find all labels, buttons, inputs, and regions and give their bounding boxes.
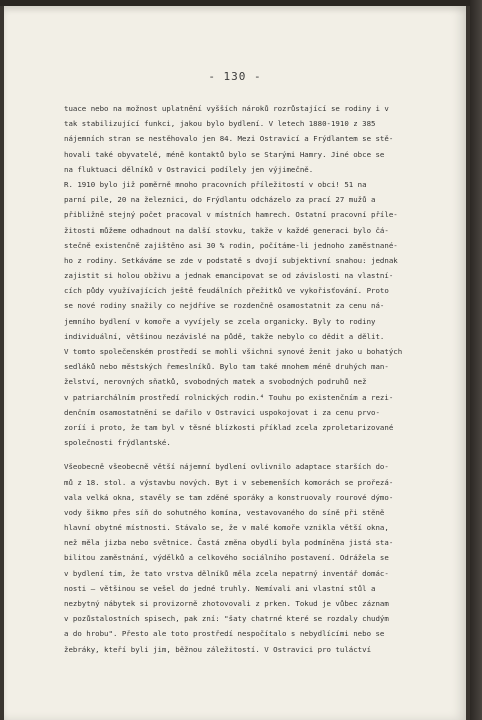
- text-line: bilitou zaměstnání, výdělků a celkového sociálního postavení. Odrážela se: [64, 553, 389, 563]
- paragraph: [64, 177, 404, 450]
- text-line: parní pile, 20 na železnici, do Frýdlantu odcházelo za prací 27 mužů a: [64, 195, 376, 205]
- text-line: v bydlení tím, že tato vrstva dělníků měla zcela nepatrný inventář domác-: [64, 568, 389, 578]
- text-line: cích půdy využívajících ještě feudálních přežitků ve vykořisťování. Proto: [64, 286, 389, 296]
- text-line: žitosti můžeme odhadnout na další stovku, takže v každé generaci bylo čá-: [64, 225, 389, 235]
- text-line: přibližně stejný počet pracoval v místních hamrech. Ostatní pracovní příle-: [64, 210, 398, 220]
- text-line: vody šikmo přes síň do sohutného komína, vestavovaného do síně při stěně: [64, 507, 385, 517]
- text-line: v patriarchálním prostředí rolnických rodin.⁴ Touhu po existenčním a rezi-: [64, 392, 394, 402]
- text-line: zoríí i proto, že tam byl v těsné blízkosti příklad zcela zproletarizované: [64, 422, 394, 432]
- text-line: společnosti frýdlantské.: [64, 438, 171, 448]
- text-line: hovali také obyvatelé, méně kontaktů bylo se Starými Hamry. Jiné obce se: [64, 149, 385, 159]
- paragraph: [64, 101, 404, 177]
- paragraph-gap: [64, 450, 404, 459]
- text-line: nezbytný nábytek si provizorně zhotovovali z prken. Tokud je vůbec záznam: [64, 599, 389, 608]
- text-line: R. 1910 bylo již poměrně mnoho pracovních příležitostí v obci! 51 na: [64, 179, 367, 189]
- text-line: na fluktuaci dělníků v Ostravici podílely jen výjimečně.: [64, 164, 314, 174]
- text-line: a do hrobu". Přesto ale toto prostředí nespočítalo s nebydlícími nebo se: [64, 629, 385, 639]
- text-line: želství, nerovných sňatků, svobodných matek a svobodných podruhů než: [64, 377, 367, 387]
- text-line: tuace nebo na možnost uplatnění vyšších nároků rozrůstající se rodiny i v: [64, 104, 389, 113]
- text-line: tak stabilizující funkci, jakou bylo bydlení. V letech 1880-1910 z 385: [64, 119, 376, 129]
- text-line: denčním osamostatnění se dařilo v Ostravici uspokojovat i za cenu prvo-: [64, 407, 380, 417]
- text-line: nosti — většinou se vešel do jedné truhly. Nemívali ani vlastní stůl a: [64, 583, 376, 593]
- binding-shadow: [470, 0, 482, 720]
- text-line: než měla jizba nebo světnice. Častá změna obydlí byla podmíněna jistá sta-: [64, 538, 394, 548]
- text-line: stečně existenčně zajištěno asi 30 % rodin, počítáme-li jednoho zaměstnané-: [64, 240, 398, 250]
- paragraph: [64, 459, 404, 656]
- text-line: Všeobecně všeobecně větší nájemní bydlení ovlivnilo adaptace starších do-: [64, 462, 389, 472]
- text-line: sedláků nebo městských řemeslníků. Bylo tam také mnohem méně druhých man-: [64, 362, 389, 372]
- text-line: žebráky, kteří byli jim, běžnou záležitostí. V Ostravici pro tuláctví: [64, 644, 372, 654]
- text-line: zajistit si holou obživu a jednak emancipovat se od závislosti na vlastní-: [64, 271, 394, 281]
- text-line: nájemních stran se nestěhovalo jen 84. Mezi Ostravicí a Frýdlantem se stě-: [64, 134, 394, 144]
- text-line: V tomto společenském prostředí se mohli všichni synové ženit jako u bohatých: [64, 347, 403, 356]
- text-line: jemního bydlení v komoře a vyvíjely se zcela organicky. Byly to rodiny: [64, 316, 376, 326]
- text-line: hlavní obytné místnosti. Stávalo se, že v malé komoře vznikla větší okna,: [64, 523, 389, 533]
- text-line: vala velká okna, stavěly se tam zděné sporáky a konstruovaly rourové dýmo-: [64, 492, 394, 502]
- text-line: ho z rodiny. Setkáváme se zde v podstatě s dvojí subjektivní snahou: jednak: [64, 255, 398, 265]
- text-line: mů z 18. stol. a výstavbu nových. Byt i v sebemenších komorách se prořezá-: [64, 477, 394, 487]
- text-line: se nové rodiny snažily co nejdříve se rozdenčně osamostatnit za cenu ná-: [64, 301, 385, 311]
- body-text: [64, 101, 404, 657]
- page-number: - 130 -: [208, 70, 262, 83]
- document-page: [4, 6, 466, 720]
- text-line: v pozůstalostních spisech, pak zní: "šaty chatrné které se rozdaly chudým: [64, 614, 389, 624]
- text-line: individuální, většinou nezávislé na půdě, takže nebylo co dědit a dělit.: [64, 331, 385, 341]
